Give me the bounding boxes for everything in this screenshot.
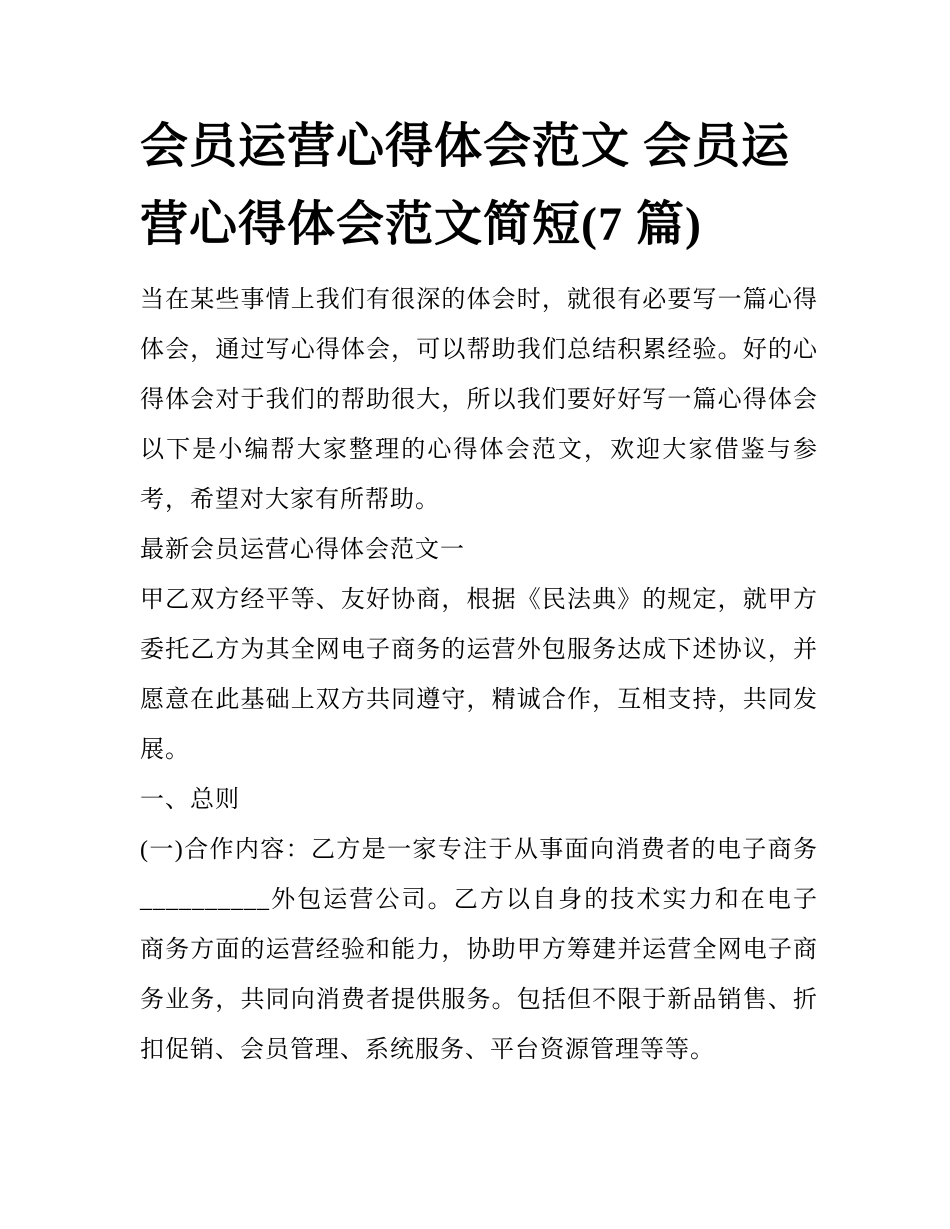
intro-paragraph: 当在某些事情上我们有很深的体会时，就很有必要写一篇心得体会，通过写心得体会，可以帮助我们总结积累经验。好的心得体会对于我们的帮助很大，所以我们要好好写一篇心得体会以下是小编帮大家整理的心得体会范文，欢迎大家借鉴与参考，希望对大家有所帮助。 — [140, 287, 818, 513]
essay-heading: 最新会员运营心得体会范文一 — [140, 537, 465, 563]
document-title: 会员运营心得体会范文 会员运营心得体会范文简短(7 篇) — [140, 120, 791, 251]
cooperation-content-paragraph: (一)合作内容：乙方是一家专注于从事面向消费者的电子商务__________外包运营公司。乙方以自身的技术实力和在电子商务方面的运营经验和能力，协助甲方筹建并运营全网电子商务业务，共同向消费者提供服务。包括但不限于新品销售、折扣促销、会员管理、系统服务、平台资源管理等等。 — [140, 837, 818, 1063]
section-heading-general-rules: 一、总则 — [140, 787, 240, 813]
document-content — [140, 0, 818, 1075]
agreement-paragraph: 甲乙双方经平等、友好协商，根据《民法典》的规定，就甲方委托乙方为其全网电子商务的运营外包服务达成下述协议，并愿意在此基础上双方共同遵守，精诚合作，互相支持，共同发展。 — [140, 587, 818, 763]
